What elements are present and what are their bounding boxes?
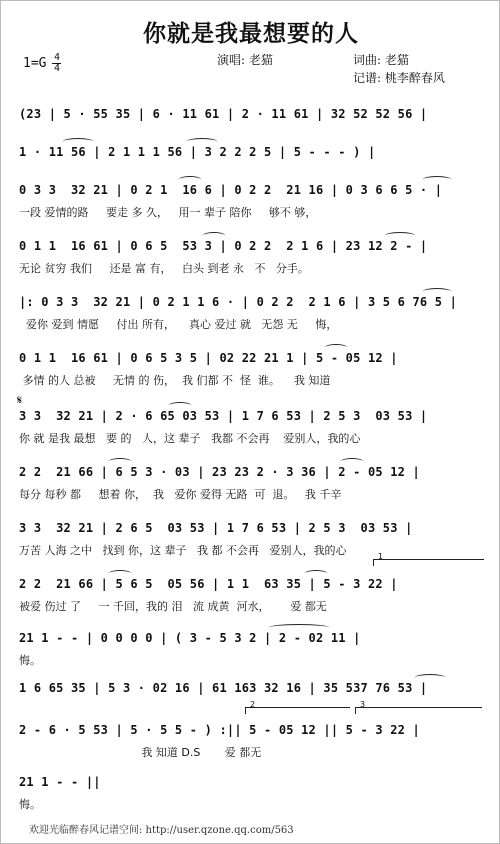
notation-line: 3 3 32 21 | 2 6 5 03 53 | 1 7 6 53 | 2 5 3 03 53 | xyxy=(19,521,413,535)
lyric-line: 我 知道 D.S 爱 都无 xyxy=(19,746,262,759)
volta-1-label: 1 xyxy=(378,552,384,561)
volta-2-label: 2 xyxy=(250,700,256,709)
lyric-line: 多情 的人 总被 无情 的 伤， 我 们都 不 怪 谁。 我 知道 xyxy=(19,374,331,387)
notation-line: 3 3 32 21 | 2 · 6 65 03 53 | 1 7 6 53 | 2 5 3 03 53 | xyxy=(19,409,428,423)
notation-line: 2 - 6 · 5 53 | 5 · 5 5 - ) :|| 5 - 05 12 || 5 - 3 22 | xyxy=(19,723,420,737)
transcriber-credit: 记谱: 桃李醉春风 xyxy=(353,71,445,85)
lyric-line: 一段 爱情的路 要走 多 久， 用一 辈子 陪你 够不 够， xyxy=(19,206,317,219)
lyric-line: 每分 每秒 都 想着 你， 我 爱你 爱得 无路 可 退。 我 千辛 xyxy=(19,488,342,501)
notation-line: 0 1 1 16 61 | 0 6 5 3 5 | 02 22 21 1 | 5 - 05 12 | xyxy=(19,351,398,365)
singer-credit: 演唱: 老猫 xyxy=(217,53,273,67)
notation-line: 1 6 65 35 | 5 3 · 02 16 | 61 163 32 16 | 35 537 76 53 | xyxy=(19,681,428,695)
footer-credit: 欢迎光临醉春风记谱空间: http://user.qzone.qq.com/563 xyxy=(29,825,294,836)
segno-icon: 𝄋 xyxy=(17,393,23,407)
notation-line: 2 2 21 66 | 6 5 3 · 03 | 23 23 2 · 3 36 | 2 - 05 12 | xyxy=(19,465,420,479)
time-top: 4 xyxy=(53,52,60,63)
lyricist-credit: 词曲: 老猫 xyxy=(353,53,409,67)
notation-line: 21 1 - - || xyxy=(19,775,101,789)
notation-line: 1 · 11 56 | 2 1 1 1 56 | 3 2 2 2 5 | 5 - - - ) | xyxy=(19,145,376,159)
volta-3-label: 3 xyxy=(360,700,366,709)
notation-line: 0 3 3 32 21 | 0 2 1 16 6 | 0 2 2 21 16 | 0 3 6 6 5 · | xyxy=(19,183,443,197)
lyric-line: 无论 贫穷 我们 还是 富 有， 白头 到老 永 不 分手。 xyxy=(19,262,309,275)
notation-line: 2 2 21 66 | 5 6 5 05 56 | 1 1 63 35 | 5 - 3 22 | xyxy=(19,577,398,591)
time-bottom: 4 xyxy=(53,63,60,74)
time-signature xyxy=(52,53,61,74)
lyric-line: 悔。 xyxy=(19,654,41,667)
lyric-line: 你 就 是我 最想 要 的 人，这 辈子 我都 不会再 爱别人，我的心 xyxy=(19,432,361,445)
song-title: 你就是我最想要的人 xyxy=(143,20,359,47)
key-signature xyxy=(23,53,61,74)
key-label: 1=G xyxy=(23,56,47,71)
lyric-line: 被爱 伤过 了 一 千回，我的 泪 流 成黄 河水， 爱 都无 xyxy=(19,600,327,613)
notation-line: 21 1 - - | 0 0 0 0 | ( 3 - 5 3 2 | 2 - 02 11 | xyxy=(19,631,361,645)
lyric-line: 爱你 爱到 情愿 付出 所有， 真心 爱过 就 无怨 无 悔， xyxy=(19,318,338,331)
notation-line: |: 0 3 3 32 21 | 0 2 1 1 6 · | 0 2 2 2 1 6 | 3 5 6 76 5 | xyxy=(19,295,458,309)
notation-line: 0 1 1 16 61 | 0 6 5 53 3 | 0 2 2 2 1 6 | 23 12 2 - | xyxy=(19,239,428,253)
lyric-line: 悔。 xyxy=(19,798,41,811)
lyric-line: 万苦 人海 之中 找到 你，这 辈子 我 都 不会再 爱别人，我的心 xyxy=(19,544,347,557)
notation-line: (23 | 5 · 55 35 | 6 · 11 61 | 2 · 11 61 | 32 52 52 56 | xyxy=(19,107,428,121)
